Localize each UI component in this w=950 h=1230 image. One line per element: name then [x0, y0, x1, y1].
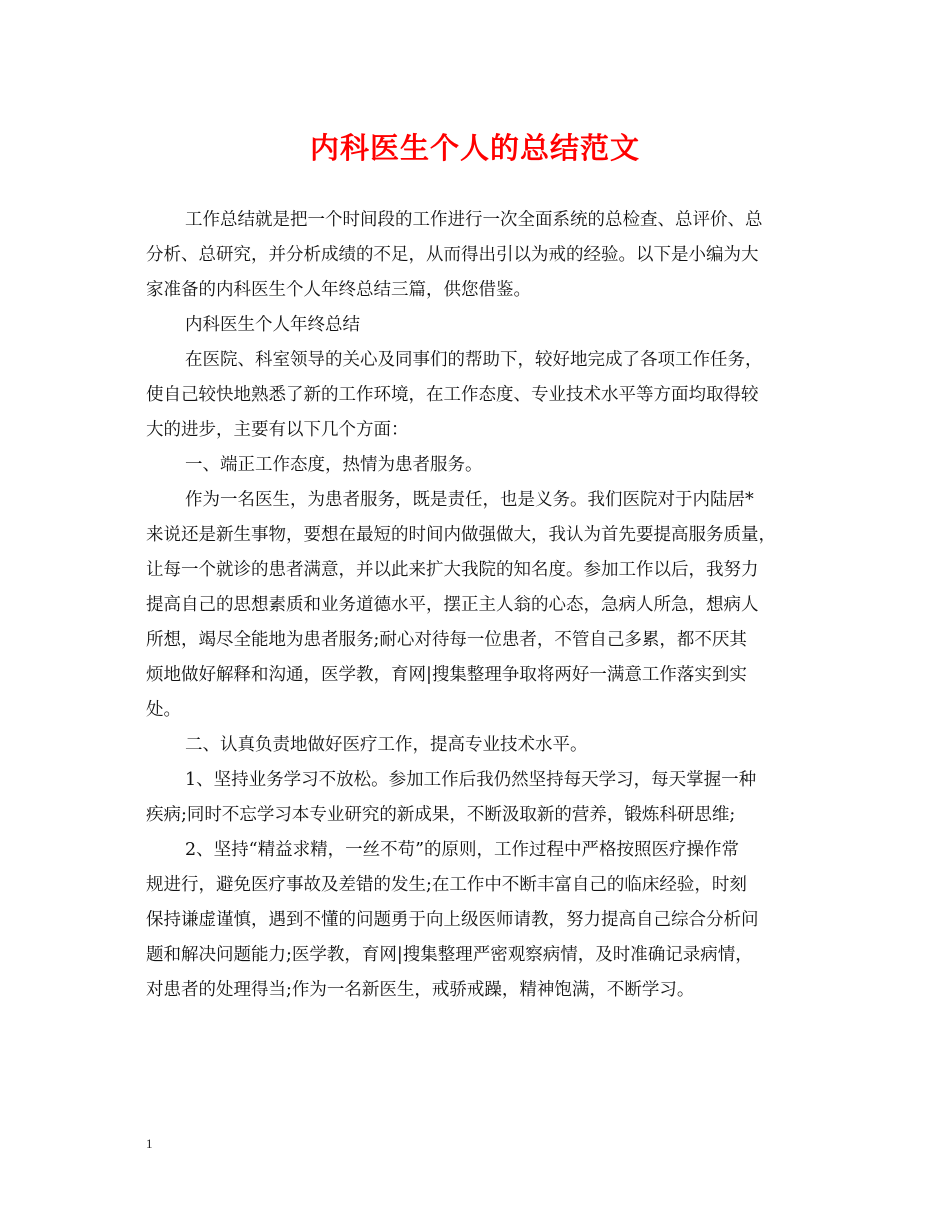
body-line: 让每一个就诊的患者满意，并以此来扩大我院的知名度。参加工作以后，我努力 [146, 560, 759, 580]
section-heading: 二、认真负责地做好医疗工作，提高专业技术水平。 [185, 735, 588, 755]
document-title: 内科医生个人的总结范文 [309, 131, 640, 165]
page-number: 1 [146, 1136, 153, 1151]
body-line: 工作总结就是把一个时间段的工作进行一次全面系统的总检查、总评价、总 [185, 210, 763, 230]
body-line: 烦地做好解释和沟通，医学教，育网|搜集整理争取将两好一满意工作落实到实 [146, 665, 747, 685]
body-line: 来说还是新生事物，要想在最短的时间内做强做大，我认为首先要提高服务质量， [146, 525, 776, 545]
section-heading: 内科医生个人年终总结 [185, 315, 360, 335]
body-line: 保持谦虚谨慎，遇到不懂的问题勇于向上级医师请教，努力提高自己综合分析问 [146, 910, 759, 930]
body-line: 大的进步，主要有以下几个方面： [146, 420, 409, 440]
section-heading: 一、端正工作态度，热情为患者服务。 [185, 455, 483, 475]
body-line: 题和解决问题能力;医学教，育网|搜集整理严密观察病情，及时准确记录病情， [146, 945, 753, 965]
body-line: 规进行，避免医疗事故及差错的发生;在工作中不断丰富自己的临床经验，时刻 [146, 875, 747, 895]
body-line: 2、坚持“精益求精，一丝不苟”的原则，工作过程中严格按照医疗操作常 [185, 840, 740, 860]
body-line: 分析、总研究，并分析成绩的不足，从而得出引以为戒的经验。以下是小编为大 [146, 245, 759, 265]
body-line: 1、坚持业务学习不放松。参加工作后我仍然坚持每天学习，每天掌握一种 [185, 770, 757, 790]
document-body [146, 203, 806, 1008]
body-line: 处。 [146, 700, 181, 720]
body-line: 提高自己的思想素质和业务道德水平，摆正主人翁的心态，急病人所急，想病人 [146, 595, 759, 615]
body-line: 疾病;同时不忘学习本专业研究的新成果，不断汲取新的营养，锻炼科研思维; [146, 805, 736, 825]
body-line: 在医院、科室领导的关心及同事们的帮助下，较好地完成了各项工作任务， [185, 350, 763, 370]
body-line: 家准备的内科医生个人年终总结三篇，供您借鉴。 [146, 280, 531, 300]
body-line: 对患者的处理得当;作为一名新医生，戒骄戒躁，精神饱满，不断学习。 [146, 980, 695, 1000]
body-line: 作为一名医生，为患者服务，既是责任，也是义务。我们医院对于内陆居* [185, 490, 754, 510]
body-line: 所想，竭尽全能地为患者服务;耐心对待每一位患者，不管自己多累，都不厌其 [146, 630, 747, 650]
body-line: 使自己较快地熟悉了新的工作环境，在工作态度、专业技术水平等方面均取得较 [146, 385, 759, 405]
